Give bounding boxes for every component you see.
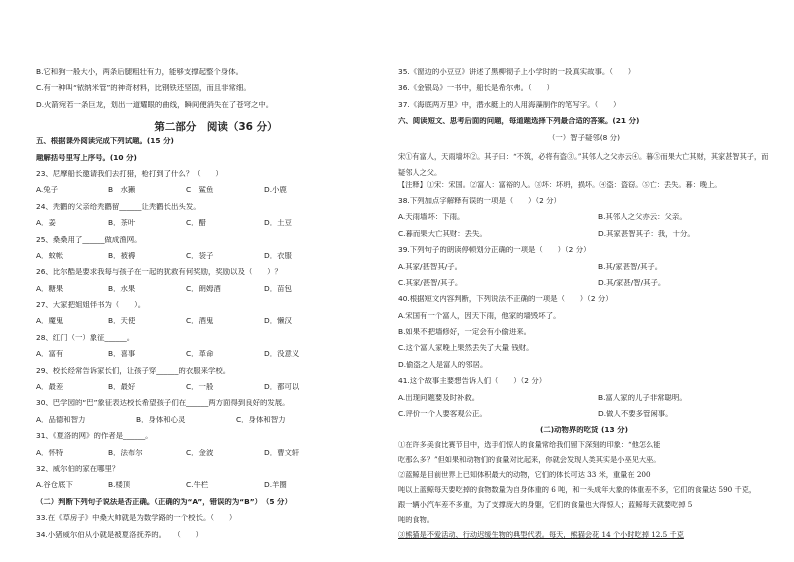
- option-line: D.偷盗之人是富人的邻居。: [398, 360, 488, 369]
- option: C.牛栏: [186, 481, 209, 490]
- option-row: [36, 186, 396, 202]
- option-line: A.宋国有一个富人，因天下雨，他家的墙毁坏了。: [398, 311, 561, 320]
- option: B．茶叶: [108, 219, 136, 228]
- passage-line: ③熊猫是不爱活动、行动迟缓生物的典型代表。每天，熊猫会花 14 个小时吃掉 12.5 千克: [398, 531, 684, 540]
- question-text: 30、巴学园的“巴”象征表达校长希望孩子们在______两方面得到良好的发展。: [36, 399, 290, 408]
- option: A.出现问题要及时补救。: [398, 393, 480, 402]
- question-text: 40.根据短文内容判断，下列说法不正确的一项是（ ）（2 分）: [398, 295, 613, 304]
- right-column: [398, 68, 770, 546]
- option-line: D.火箭宛若一条巨龙，划出一道耀眼的曲线，瞬间便消失在了苍穹之中。: [36, 100, 274, 109]
- option: C．朗姆酒: [186, 284, 221, 293]
- option-row: [398, 213, 770, 229]
- option: B．法布尔: [108, 448, 143, 457]
- option: B.楼顶: [108, 481, 131, 490]
- option-row: [36, 383, 396, 399]
- section-subtitle: 题解括号里写上序号。(10 分): [36, 153, 137, 162]
- option-row: [398, 410, 770, 426]
- question-text: 24、秃鹳的父亲给秃鹳留______让秃鹳长出头发。: [36, 202, 201, 211]
- option: A．怀特: [36, 448, 64, 457]
- option-line: C.这个富人家晚上果然丢失了大量 钱财。: [398, 344, 534, 353]
- option: A．糖果: [36, 284, 64, 293]
- left-column: [36, 68, 396, 547]
- option-row: [36, 252, 396, 268]
- option: A．蚊帐: [36, 251, 64, 260]
- question-text: 36.《金银岛》一书中，船长是希尔弗。（ ）: [398, 84, 554, 93]
- option-line: C.有一种叫“铱纳米管”的神奇材料，比钢铁还坚固，而且非常细。: [36, 84, 251, 93]
- question-text: 25、桑桑用了______做成渔网。: [36, 235, 142, 244]
- option: A．姜: [36, 219, 56, 228]
- option: C．袋子: [186, 251, 214, 260]
- option: D.做人不要多管闲事。: [598, 410, 673, 419]
- option: B.其/家甚智/其子。: [598, 262, 663, 271]
- option: B．天使: [108, 317, 136, 326]
- passage-line: ②蓝鲸是目前世界上已知体积最大的动物，它们的体长可达 33 米，重量在 200: [398, 471, 651, 480]
- option: B．身体和心灵: [136, 415, 186, 424]
- option: C.暮而果大亡其财：丢失。: [398, 229, 487, 238]
- option: A．富有: [36, 350, 64, 359]
- option: C 鲨鱼: [186, 186, 214, 195]
- question-list: [398, 197, 770, 295]
- question-text: 28、红门（一）象征______。: [36, 333, 135, 342]
- option: C.其家/甚智/其子。: [398, 278, 463, 287]
- section-title: 五、根据课外阅读完成下列试题。(15 分): [36, 137, 174, 146]
- option-row: [398, 279, 770, 295]
- question-list: [36, 170, 396, 498]
- option: A．最差: [36, 383, 64, 392]
- option: D．土豆: [264, 219, 292, 228]
- passage-line: 跟一辆小汽车差不多重，为了支撑庞大的身躯，它们的食量也大得惊人；蓝鲸每天就要吃掉 5: [398, 501, 693, 510]
- option-line: B.如果不把墙修好，一定会有小偷进来。: [398, 328, 532, 337]
- option: D．懒汉: [264, 317, 292, 326]
- option-row: [398, 394, 770, 410]
- option-row: [36, 481, 396, 497]
- option: C．身体和智力: [236, 415, 286, 424]
- option: C.评价一个人要客观公正。: [398, 410, 487, 419]
- option: A.天雨墙坏：下雨。: [398, 213, 465, 222]
- passage-title: （一）智子疑邻(8 分): [548, 133, 620, 142]
- passage-title: (二)动物界的吃货 (13 分): [539, 426, 629, 435]
- option-row: [36, 449, 396, 465]
- option: A.谷仓底下: [36, 481, 73, 490]
- option: C．酒鬼: [186, 317, 214, 326]
- question-text: 29、校长经常告诉家长们，让孩子穿______的衣服来学校。: [36, 366, 231, 375]
- passage-line: 吨以上蓝鲸每天要吃掉的食物数量为自身体重的 6 吨，和一头成年大象的体重差不多，它们的食量达 590 千克，: [398, 486, 757, 495]
- option: B 水獭: [108, 186, 136, 195]
- option: B．被褥: [108, 251, 136, 260]
- option: D．没意义: [264, 350, 300, 359]
- classical-passage: 宋①有富人，天雨墙坏②。其子曰：“不筑，必将有盗③。”其邻人之父亦云④。暮⑤而果大亡其财，其家甚智其子，而疑邻人之父。: [398, 151, 769, 177]
- option: D．曹文轩: [264, 448, 300, 457]
- question-text: 38.下列加点字解释有误的一项是（ ）（2 分）: [398, 196, 561, 205]
- option: D.小鹿: [264, 186, 287, 195]
- passage-notes: 【注释】①宋：宋国。②富人：富裕的人。③坏：坏坍，损坏。④盗：盗窃。⑤亡：丢失。暮：晚上。: [398, 180, 722, 189]
- section-title: （二）判断下列句子说法是否正确。（正确的为“A”，错误的为“B”） （5 分）: [36, 497, 292, 506]
- question-text: 27、大家把姐姐伴书为（ ）。: [36, 301, 146, 310]
- option: A．品德和智力: [36, 415, 86, 424]
- option: C．金波: [186, 448, 214, 457]
- option: D.其家甚智其子：我，十分。: [598, 229, 695, 238]
- option: C．革命: [186, 350, 214, 359]
- question-text: 35.《窗边的小豆豆》讲述了黑柳彻子上小学时的一段真实故事。（ ）: [398, 68, 636, 76]
- question-text: 23、尼摩船长邀请我们去打猎，枪打到了什么？（ ）: [36, 169, 223, 178]
- question-text: 37.《海底两万里》中，潜水艇上的人用海藻制作的笔写字。（ ）: [398, 100, 621, 109]
- question-text: 33.在《草房子》中桑大帅就是为数学路的一个校长。（ ）: [36, 514, 237, 523]
- option: B．喜事: [108, 350, 136, 359]
- option: B．最好: [108, 383, 136, 392]
- option-row: [36, 219, 396, 235]
- option: B.富人家的儿子非常聪明。: [598, 393, 687, 402]
- option: A.其家/甚智其/子。: [398, 262, 462, 271]
- passage-line: ①在许多美食比赛节目中，选手们惊人的食量常给我们留下深刻的印象：“他怎么能: [398, 441, 661, 450]
- option: B.其邻人之父亦云：父亲。: [598, 213, 687, 222]
- option-row: [36, 285, 396, 301]
- question-text: 39.下列句子的朗读停顿划分正确的一项是（ ）（2 分）: [398, 246, 591, 255]
- option: C．一般: [186, 383, 214, 392]
- passage-line: 吃那么多？”但如果和动物们的食量对比起来，你就会发现人类其实是小巫见大巫。: [398, 456, 661, 465]
- question-text: 41.这个故事主要想告诉人们（ ）（2 分）: [398, 377, 547, 386]
- option-row: [398, 230, 770, 246]
- section-title: 六、阅读短文、思考后面的问题，每道题选择下列最合适的答案。(21 分): [398, 117, 640, 126]
- option-row: [36, 317, 396, 333]
- option: D.其/家甚/智/其子。: [598, 278, 666, 287]
- option-row: [36, 350, 396, 366]
- option: D．苗包: [264, 284, 292, 293]
- option-row: [398, 263, 770, 279]
- option-row: [36, 416, 396, 432]
- question-text: 31、《夏洛的网》的作者是______。: [36, 432, 153, 441]
- option: D．都可以: [264, 383, 300, 392]
- option: B．水果: [108, 284, 136, 293]
- option: A.兔子: [36, 186, 59, 195]
- question-text: 34.小猪威尔伯从小就是被夏洛抚养的。 （ ）: [36, 530, 203, 539]
- option-line: B.它和狗一般大小，两条后腿粗壮有力，能够支撑起整个身体。: [36, 68, 243, 76]
- option: D.羊圈: [264, 481, 287, 490]
- part-title: 第二部分 阅读（36 分）: [154, 121, 278, 134]
- option: A．魔鬼: [36, 317, 64, 326]
- question-text: 32、威尔伯的家在哪里？: [36, 464, 120, 473]
- option: D．衣服: [264, 251, 292, 260]
- option: C．醋: [186, 219, 206, 228]
- passage-line: 吨的食物。: [398, 516, 434, 525]
- question-text: 26、比尔酷是要求我每与孩子在一起的犹救有何奖励，奖励以及（ ）？: [36, 268, 282, 277]
